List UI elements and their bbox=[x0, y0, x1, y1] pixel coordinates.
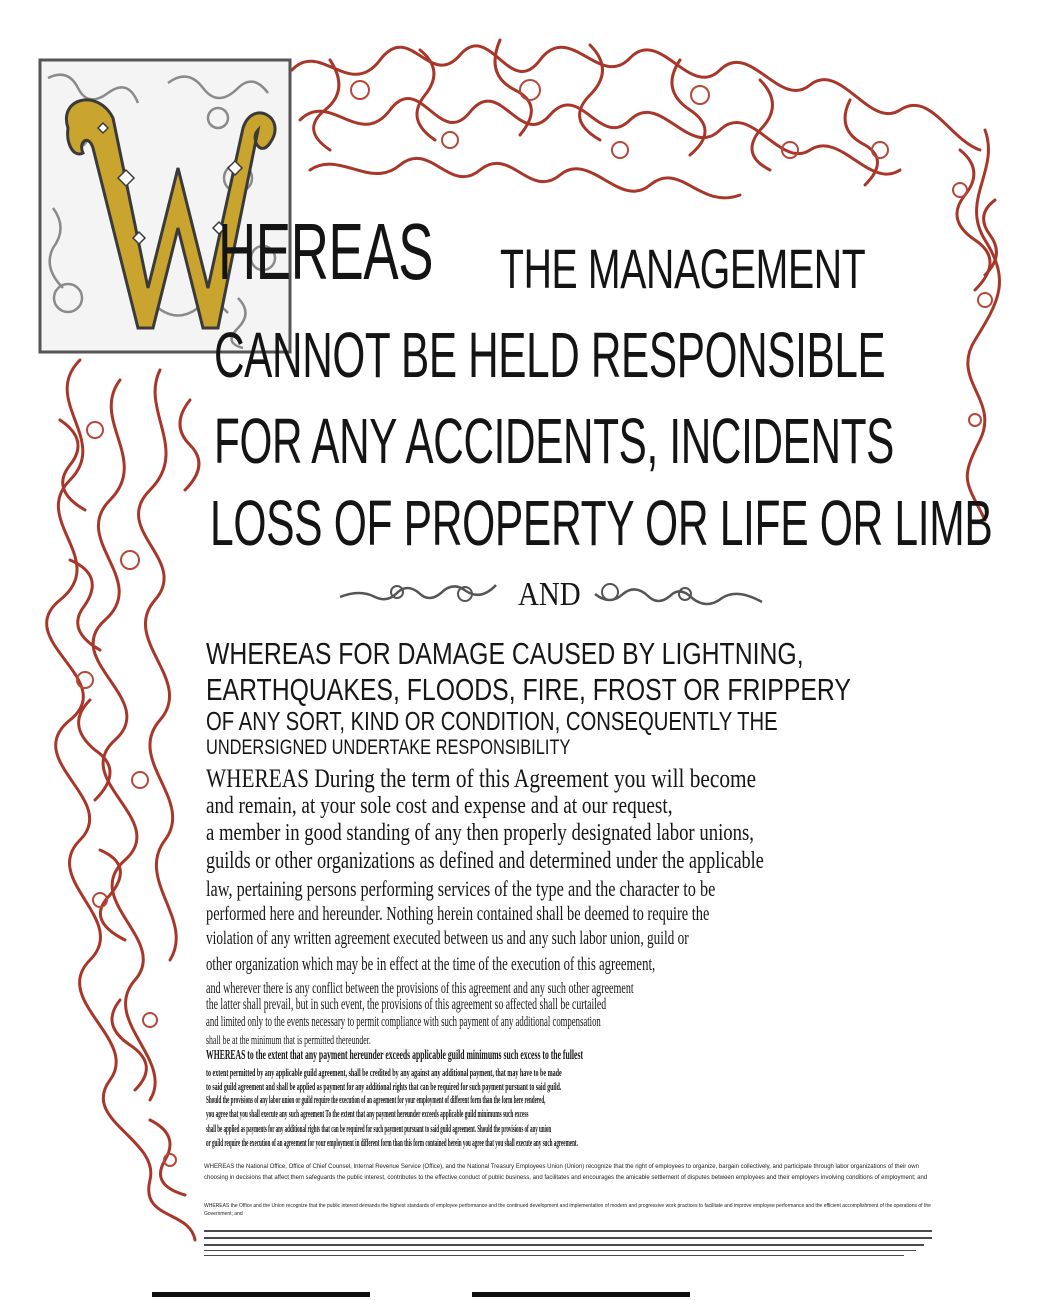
heading-line-2: CANNOT BE HELD RESPONSIBLE bbox=[214, 319, 886, 391]
fine-print-line bbox=[204, 1244, 924, 1246]
clause-line: WHEREAS FOR DAMAGE CAUSED BY LIGHTNING, bbox=[206, 636, 804, 671]
heading-line-1: THE MANAGEMENT bbox=[500, 237, 866, 300]
fine-print-1: WHEREAS the National Office, Office of Chief Counsel, Internal Revenue Service (Office), and the National Treasury Employees Union (Union) recognize that the right of employees to organize, bargain collectively, and participate through labor organizations of their own choosing in decisions that affect them safeguards the public interest, contributes to the effective conduct of public business, and facilitates and encourages the amicable settlement of disputes between employees and their employers involving conditions of employment; and bbox=[204, 1164, 928, 1181]
heading-line-3: FOR ANY ACCIDENTS, INCIDENTS bbox=[214, 405, 895, 477]
clause-line: shall be applied as payments for any additional rights that can be required for such payment pursuant to said guild agreement. Should the provisions of any union bbox=[206, 1124, 552, 1135]
clause-line: you agree that you shall execute any such agreement To the extent that any payment hereunder exceeds applicable guild minimums such excess bbox=[206, 1109, 529, 1120]
heading-initial-word: HEREAS bbox=[218, 207, 434, 296]
clause-line: OF ANY SORT, KIND OR CONDITION, CONSEQUENTLY THE bbox=[206, 706, 778, 736]
clause-line: WHEREAS to the extent that any payment hereunder exceeds applicable guild minimums such excess to the fullest bbox=[206, 1048, 584, 1063]
signature-line-right bbox=[472, 1292, 690, 1297]
scroll-flourish-left bbox=[335, 572, 505, 622]
scroll-flourish-right bbox=[590, 572, 770, 622]
fine-print-line bbox=[204, 1237, 932, 1239]
clause-line: and remain, at your sole cost and expense and at our request, bbox=[206, 793, 673, 819]
signature-line-left bbox=[152, 1292, 370, 1297]
clause-line: WHEREAS During the term of this Agreement you will become bbox=[206, 764, 757, 793]
clause-line: the latter shall prevail, but in such event, the provisions of this agreement so affected shall be curtailed bbox=[206, 996, 607, 1013]
heading-line-4: LOSS OF PROPERTY OR LIFE OR LIMB bbox=[210, 487, 993, 559]
clause-line: and wherever there is any conflict between the provisions of this agreement and any such other agreement bbox=[206, 980, 634, 997]
clause-line: EARTHQUAKES, FLOODS, FIRE, FROST OR FRIPPERY bbox=[206, 672, 851, 707]
clause-line: guilds or other organizations as defined and determined under the applicable bbox=[206, 848, 764, 874]
clause-line: performed here and hereunder. Nothing herein contained shall be deemed to require the bbox=[206, 903, 710, 925]
and-divider-text: AND bbox=[518, 576, 581, 613]
fine-print-line bbox=[204, 1250, 916, 1251]
clause-line: Should the provisions of any labor union or guild require the execution of an agreement for your employment of different form than the form here rendered, bbox=[206, 1095, 546, 1106]
clause-line: and limited only to the events necessary to permit compliance with such payment of any additional compensation bbox=[206, 1014, 601, 1030]
clause-line: shall be at the minimum that is permitted thereunder. bbox=[206, 1032, 371, 1047]
clause-line: UNDERSIGNED UNDERTAKE RESPONSIBILITY bbox=[206, 736, 571, 759]
clause-line: law, pertaining persons performing services of the type and the character to be bbox=[206, 876, 716, 901]
clause-line: other organization which may be in effect at the time of the execution of this agreement, bbox=[206, 954, 656, 975]
clause-line: or guild require the execution of an agreement for your employment in different form than this form contained herein you agree that you shall execute any such agreement. bbox=[206, 1138, 578, 1149]
fine-print-line bbox=[204, 1230, 932, 1232]
fine-print-2: WHEREAS the Office and the Union recognize that the public interest demands the highest standards of employee performance and the continued development and implementation of modern and progressive work practices to facilitate and improve employee performance and the efficient accomplishment of the operations of the Government; and bbox=[204, 1203, 931, 1217]
fine-print-line bbox=[204, 1255, 904, 1256]
and-divider bbox=[335, 572, 765, 622]
clause-line: violation of any written agreement executed between us and any such labor union, guild or bbox=[206, 928, 689, 949]
clause-line: to said guild agreement and shall be applied as payment for any additional rights that can be required for such payment pursuant to said guild. bbox=[206, 1081, 562, 1093]
clause-line: to extent permitted by any applicable guild agreement, shall be credited by any against any additional payment, that may have to be made bbox=[206, 1067, 562, 1079]
clause-line: a member in good standing of any then properly designated labor unions, bbox=[206, 820, 754, 846]
